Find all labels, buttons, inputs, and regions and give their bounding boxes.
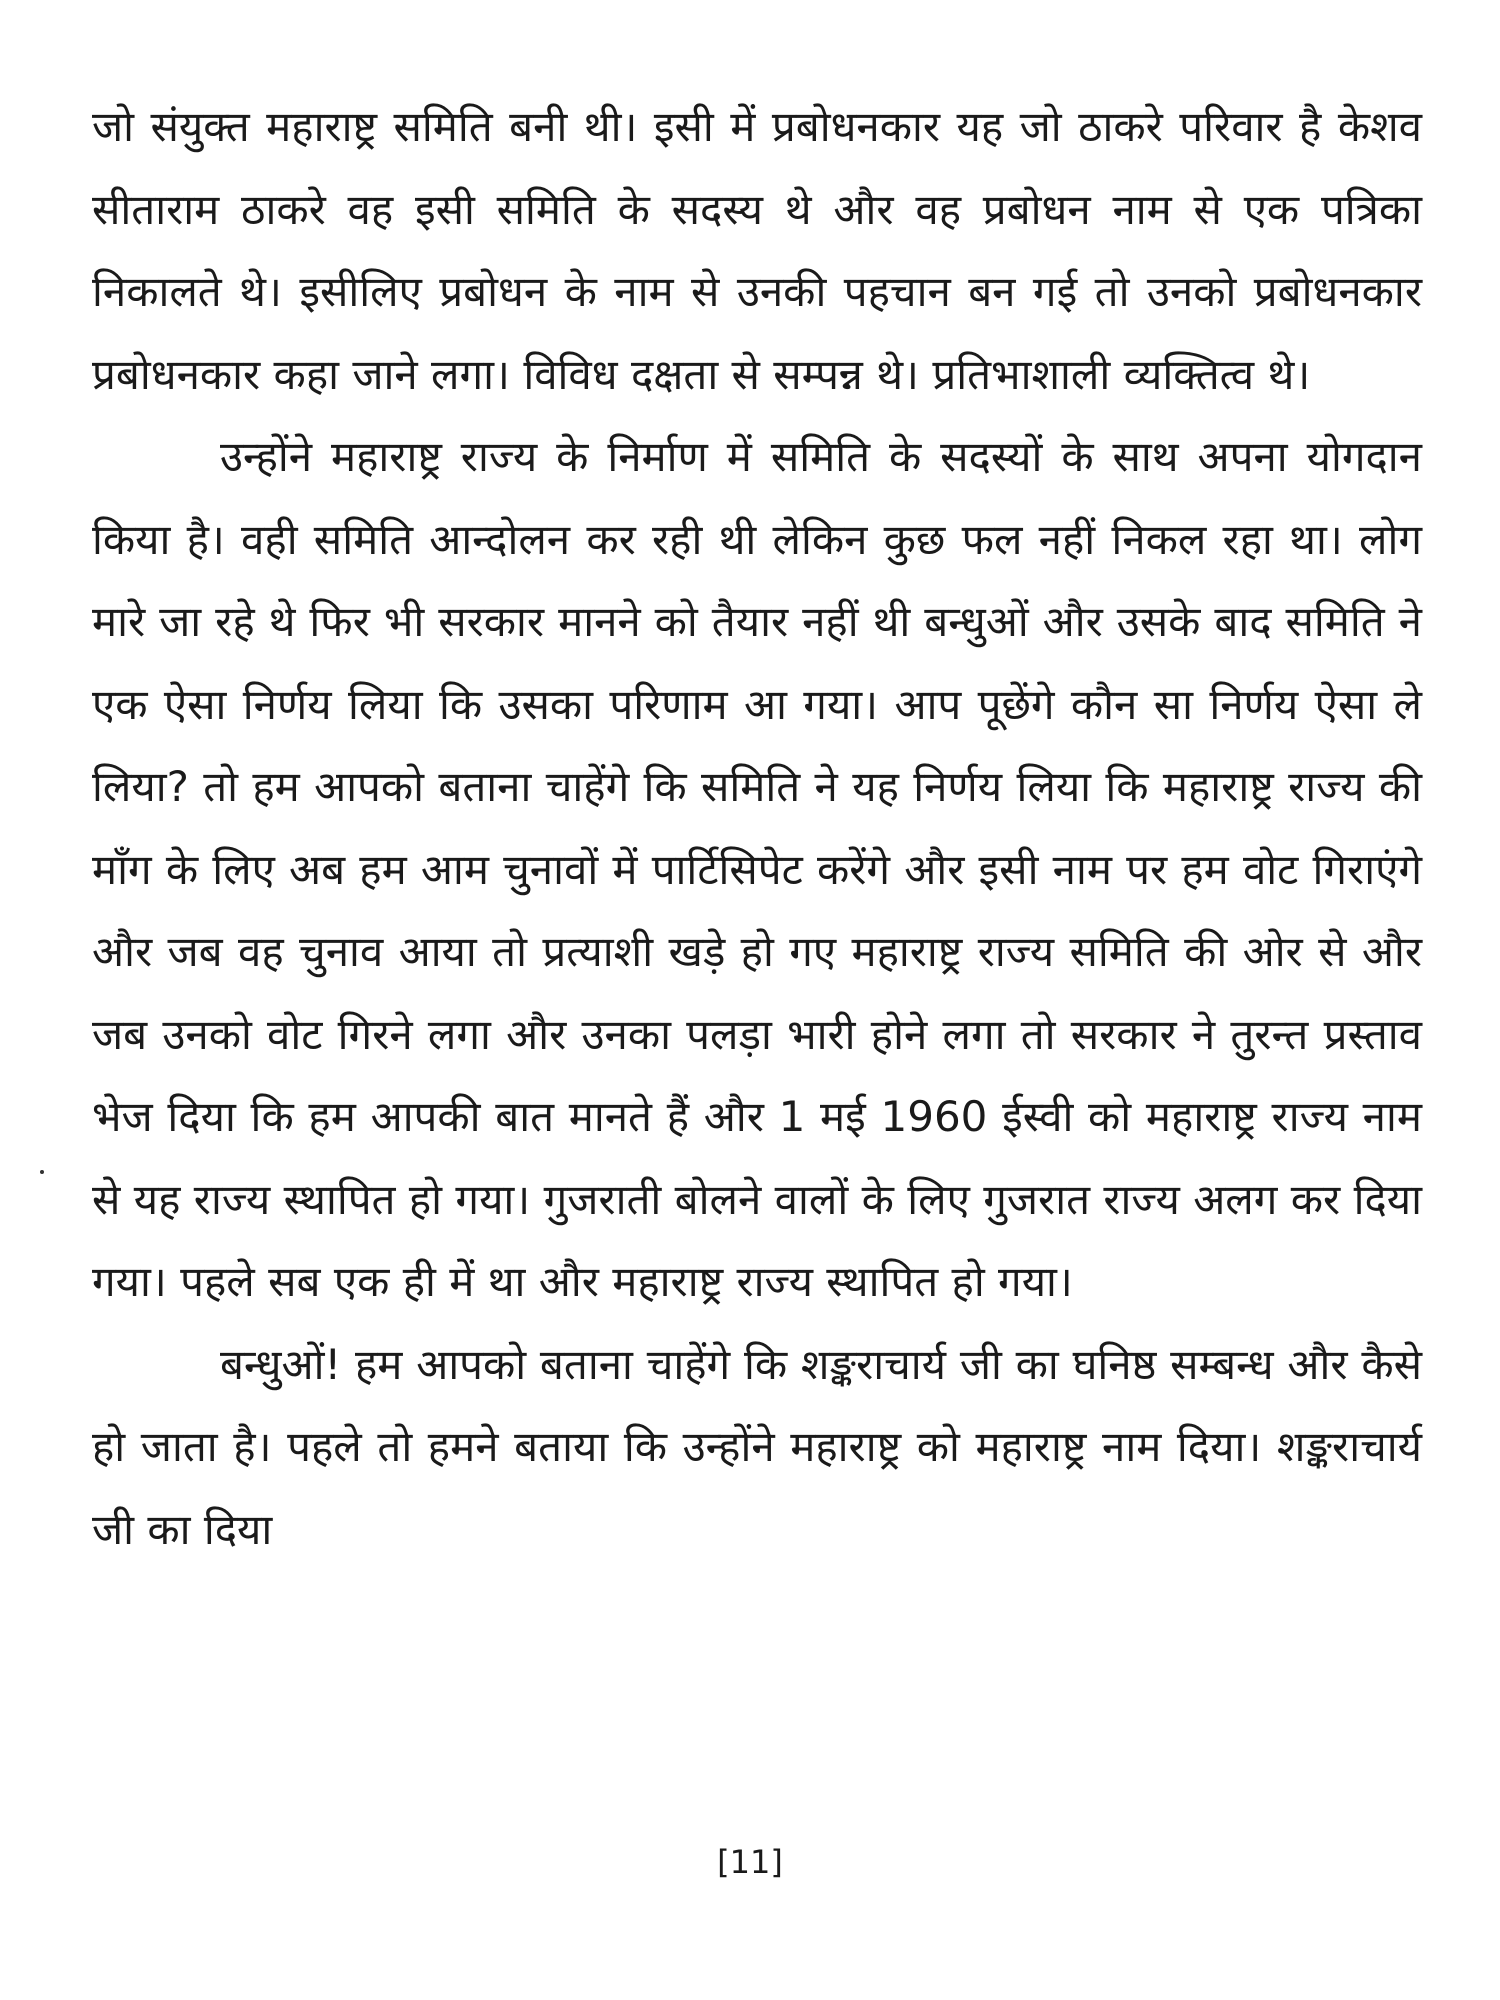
- paragraph-2: उन्होंने महाराष्ट्र राज्य के निर्माण में समिति के सदस्यों के साथ अपना योगदान किया है। वही समिति आन्दोलन कर रही थी लेकिन कुछ फल नहीं निकल रहा था। लोग मारे जा रहे थे फिर भी सरकार मानने को तैयार नहीं थी बन्धुओं और उसके बाद समिति ने एक ऐसा निर्णय लिया कि उसका परिणाम आ गया। आप पूछेंगे कौन सा निर्णय ऐसा ले लिया? तो हम आपको बताना चाहेंगे कि समिति ने यह निर्णय लिया कि महाराष्ट्र राज्य की माँग के लिए अब हम आम चुनावों में पार्टिसिपेट करेंगे और इसी नाम पर हम वोट गिराएंगे और जब वह चुनाव आया तो प्रत्याशी खड़े हो गए महाराष्ट्र राज्य समिति की ओर से और जब उनको वोट गिरने लगा और उनका पलड़ा भारी होने लगा तो सरकार ने तुरन्त प्रस्ताव भेज दिया कि हम आपकी बात मानते हैं और 1 मई 1960 ईस्वी को महाराष्ट्र राज्य नाम से यह राज्य स्थापित हो गया। गुजराती बोलने वालों के लिए गुजरात राज्य अलग कर दिया गया। पहले सब एक ही में था और महाराष्ट्र राज्य स्थापित हो गया।: [92, 432, 1422, 1306]
- paragraph-3: बन्धुओं! हम आपको बताना चाहेंगे कि शङ्कराचार्य जी का घनिष्ठ सम्बन्ध और कैसे हो जाता है। पहले तो हमने बताया कि उन्होंने महाराष्ट्र को महाराष्ट्र नाम दिया। शङ्कराचार्य जी का दिया: [92, 1339, 1422, 1554]
- body-text: [92, 86, 1422, 1571]
- page-number: [11]: [717, 1843, 783, 1881]
- scan-speck: [40, 1170, 44, 1174]
- paragraph-1: जो संयुक्त महाराष्ट्र समिति बनी थी। इसी में प्रबोधनकार यह जो ठाकरे परिवार है केशव सीताराम ठाकरे वह इसी समिति के सदस्य थे और वह प्रबोधन नाम से एक पत्रिका निकालते थे। इसीलिए प्रबोधन के नाम से उनकी पहचान बन गई तो उनको प्रबोधनकार प्रबोधनकार कहा जाने लगा। विविध दक्षता से सम्पन्न थे। प्रतिभाशाली व्यक्तित्व थे।: [92, 102, 1422, 399]
